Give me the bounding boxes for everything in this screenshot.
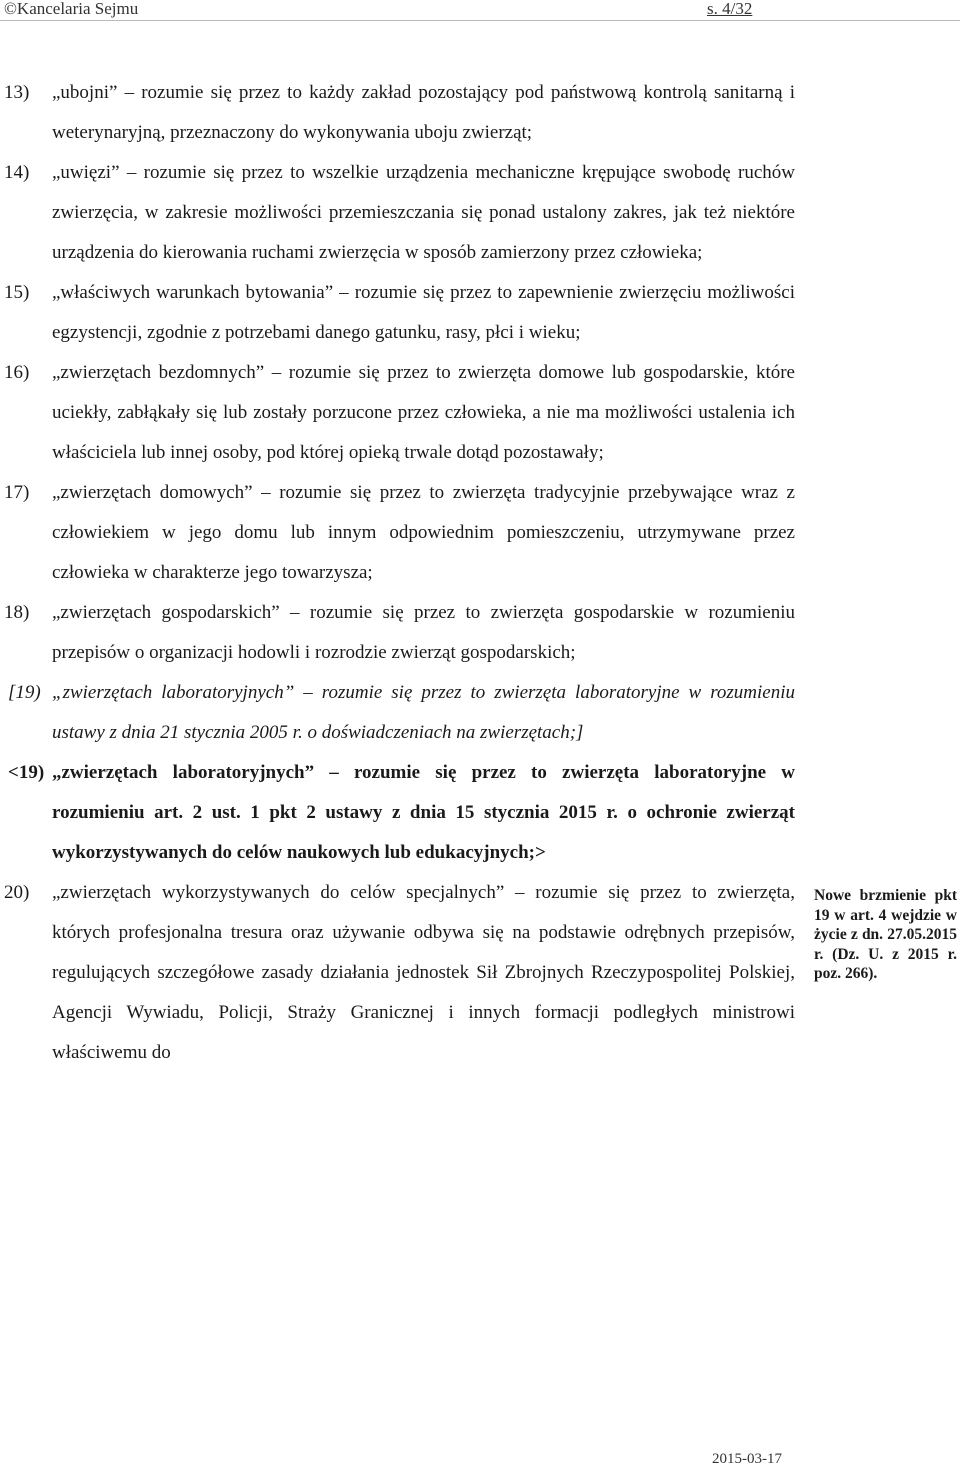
header-page-number[interactable]: s. 4/32: [707, 0, 753, 18]
item-number: 17): [4, 482, 30, 503]
item-text: „zwierzętach wykorzystywanych do celów specjalnych” – rozumie się przez to zwierzęta, których profesjonalna tresura oraz używanie odbywa się na podstawie odrębnych przepisów, regulujących szczegółowe zasady działania jednostek Sił Zbrojnych Rzeczypospolitej Polskiej, Agencji Wywiadu, Policji, Straży Granicznej i innych formacji podległych ministrowi właściwemu do: [52, 882, 795, 1063]
item-text: „zwierzętach bezdomnych” – rozumie się przez to zwierzęta domowe lub gospodarskie, które uciekły, zabłąkały się lub zostały porzucone przez człowieka, a nie ma możliwości ustalenia ich właściciela lub innej osoby, pod której opieką trwale dotąd pozostawały;: [52, 362, 795, 463]
definition-item-18: [0, 593, 795, 673]
definition-item-20: [0, 873, 795, 1073]
item-text: „zwierzętach domowych” – rozumie się przez to zwierzęta tradycyjnie przebywające wraz z człowiekiem w jego domu lub innym odpowiednim pomieszczeniu, utrzymywane przez człowieka w charakterze jego towarzysza;: [52, 482, 795, 583]
header-source: ©Kancelaria Sejmu: [4, 0, 139, 18]
item-text: „właściwych warunkach bytowania” – rozumie się przez to zapewnienie zwierzęciu możliwości egzystencji, zgodnie z potrzebami danego gatunku, rasy, płci i wieku;: [52, 282, 795, 343]
item-text: „uwięzi” – rozumie się przez to wszelkie urządzenia mechaniczne krępujące swobodę ruchów zwierzęcia, w zakresie możliwości przemieszczania się ponad ustalony zakres, jak też niektóre urządzenia do kierowania ruchami zwierzęcia w sposób zamierzony przez człowieka;: [52, 162, 795, 263]
item-number: <19): [8, 762, 45, 783]
definition-item-19-old: [0, 673, 795, 753]
item-text: „zwierzętach gospodarskich” – rozumie się przez to zwierzęta gospodarskie w rozumieniu przepisów o organizacji hodowli i rozrodzie zwierząt gospodarskich;: [52, 602, 795, 663]
item-number: 16): [4, 362, 30, 383]
definition-item-17: [0, 473, 795, 593]
definition-item-13: [0, 73, 795, 153]
header-divider: [0, 20, 960, 21]
item-number: 14): [4, 162, 30, 183]
item-number: [19): [8, 682, 41, 703]
item-number: 20): [4, 882, 30, 903]
item-number: 13): [4, 82, 30, 103]
item-text: „zwierzętach laboratoryjnych” – rozumie się przez to zwierzęta laboratoryjne w rozumieniu ustawy z dnia 21 stycznia 2005 r. o doświadczeniach na zwierzętach;]: [52, 682, 795, 743]
definition-item-14: [0, 153, 795, 273]
footer-date: 2015-03-17: [712, 1451, 782, 1467]
definition-item-16: [0, 353, 795, 473]
amendment-side-note: Nowe brzmienie pkt 19 w art. 4 wejdzie w życie z dn. 27.05.2015 r. (Dz. U. z 2015 r. poz. 266).: [814, 887, 957, 982]
item-number: 15): [4, 282, 30, 303]
item-text: „ubojni” – rozumie się przez to każdy zakład pozostający pod państwową kontrolą sanitarną i weterynaryjną, przeznaczony do wykonywania uboju zwierząt;: [52, 82, 795, 143]
definition-list: [0, 73, 795, 1073]
item-number: 18): [4, 602, 30, 623]
definition-item-19-new: [0, 753, 795, 873]
item-text: „zwierzętach laboratoryjnych” – rozumie się przez to zwierzęta laboratoryjne w rozumieniu art. 2 ust. 1 pkt 2 ustawy z dnia 15 stycznia 2015 r. o ochronie zwierząt wykorzystywanych do celów naukowych lub edukacyjnych;>: [52, 762, 795, 863]
definition-item-15: [0, 273, 795, 353]
